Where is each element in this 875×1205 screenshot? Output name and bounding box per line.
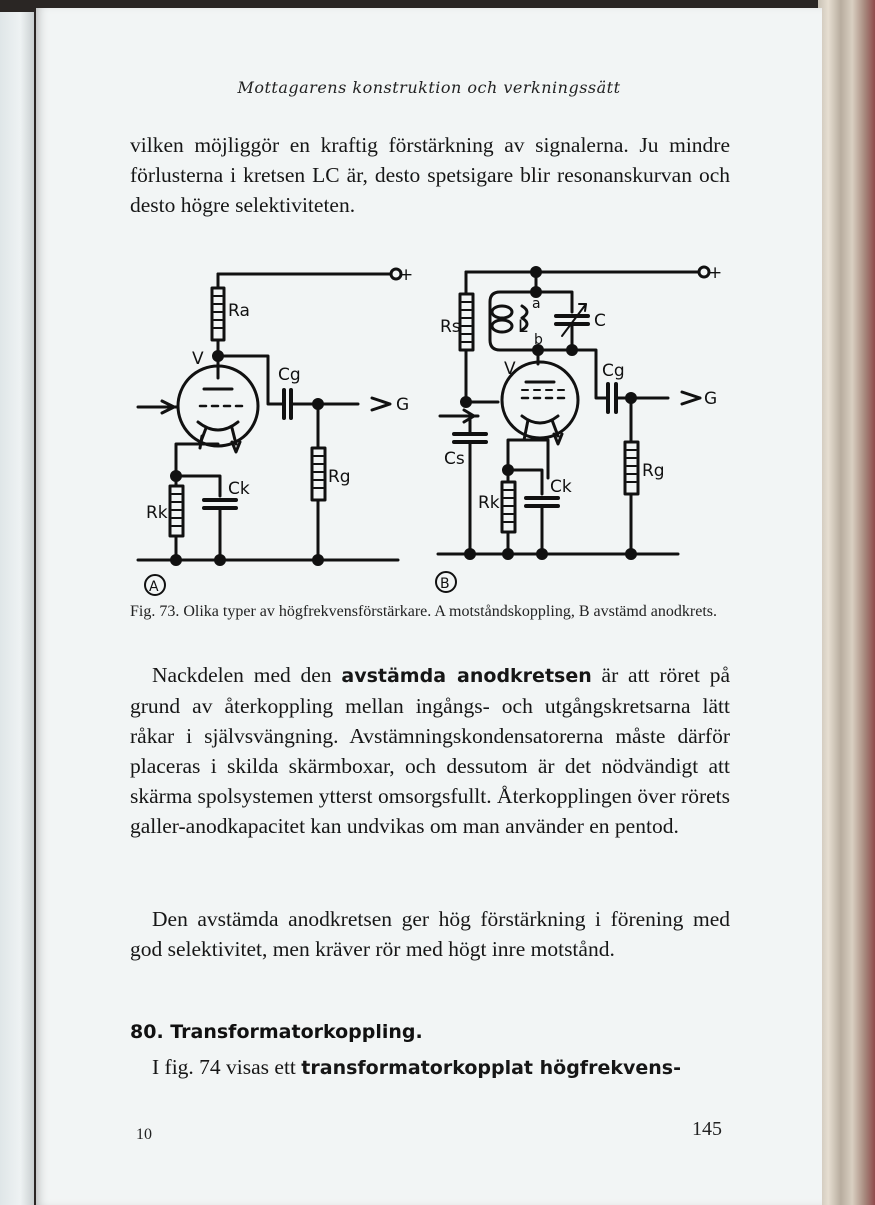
b-rg-label: Rg	[642, 461, 665, 481]
b-badge: B	[440, 576, 450, 592]
para1-text-start: Nackdelen med den	[152, 663, 342, 687]
b-ck-label: Ck	[550, 477, 572, 497]
section-text-start: I fig. 74 visas ett	[152, 1055, 302, 1079]
b-g-label: G	[704, 389, 718, 409]
circuit-diagram-b	[436, 267, 709, 592]
a-g-label: G	[396, 395, 410, 415]
paragraph-transformer	[130, 1052, 730, 1083]
b-rk-label: Rk	[478, 493, 500, 513]
intro-paragraph: vilken möjliggör en kraftig förstärkning av signalerna. Ju mindre förlusterna i kretsen LC är, desto spetsigare blir resonanskurvan och desto högre selektiviteten.	[130, 133, 730, 217]
section-bold-term: transformatorkopplat högfrekvens-	[301, 1057, 681, 1079]
b-cg-label: Cg	[602, 361, 625, 381]
page-number: 145	[692, 1118, 722, 1140]
signature-mark: 10	[136, 1126, 152, 1143]
para1-text-end: är att röret på grund av återkoppling mellan ingångs- och utgångskretsarna lätt råkar i självsvängning. Avstämningskondensatorerna måste därför placeras i skilda skärmboxar, och dessutom är det nödvändigt att skärma spolsystemen ytterst omsorgsfullt. Återkopplingen över rörets galler-anodkapacitet kan undvikas om man använder en pentod.	[130, 663, 730, 838]
a-rk-label: Rk	[146, 503, 168, 523]
section-heading: 80. Transformatorkoppling.	[130, 1021, 423, 1043]
figure-73-circuits	[128, 256, 723, 601]
b-cs-label: Cs	[444, 449, 465, 469]
paragraph-anode-circuit	[130, 660, 730, 841]
a-badge: A	[149, 579, 159, 595]
b-c-label: C	[594, 311, 606, 331]
running-head: Mottagarens konstruktion och verkningssätt	[237, 78, 621, 97]
book-page	[36, 8, 822, 1205]
circuit-diagram-a	[138, 269, 401, 595]
b-plus-label: +	[708, 263, 723, 283]
a-ra-label: Ra	[228, 301, 250, 321]
a-v-label: V	[192, 349, 204, 369]
b-rs-label: Rs	[440, 317, 461, 337]
b-l-label: L	[518, 317, 528, 337]
paragraph-selectivity: Den avstämda anodkretsen ger hög förstärkning i förening med god selektivitet, men kräver rör med högt inre motstånd.	[130, 907, 730, 961]
a-plus-label: +	[399, 265, 414, 285]
a-ck-label: Ck	[228, 479, 250, 499]
figure-caption: Fig. 73. Olika typer av högfrekvensförstärkare. A motståndskoppling, B avstämd anodkrets.	[130, 603, 718, 620]
b-v-label: V	[504, 359, 516, 379]
adjacent-page-edge	[0, 12, 34, 1205]
para1-bold-term: avstämda anodkretsen	[341, 665, 592, 687]
a-rg-label: Rg	[328, 467, 351, 487]
a-cg-label: Cg	[278, 365, 301, 385]
book-edge	[818, 0, 875, 1205]
b-a-label: a	[532, 296, 541, 312]
b-b-label: b	[534, 332, 543, 348]
